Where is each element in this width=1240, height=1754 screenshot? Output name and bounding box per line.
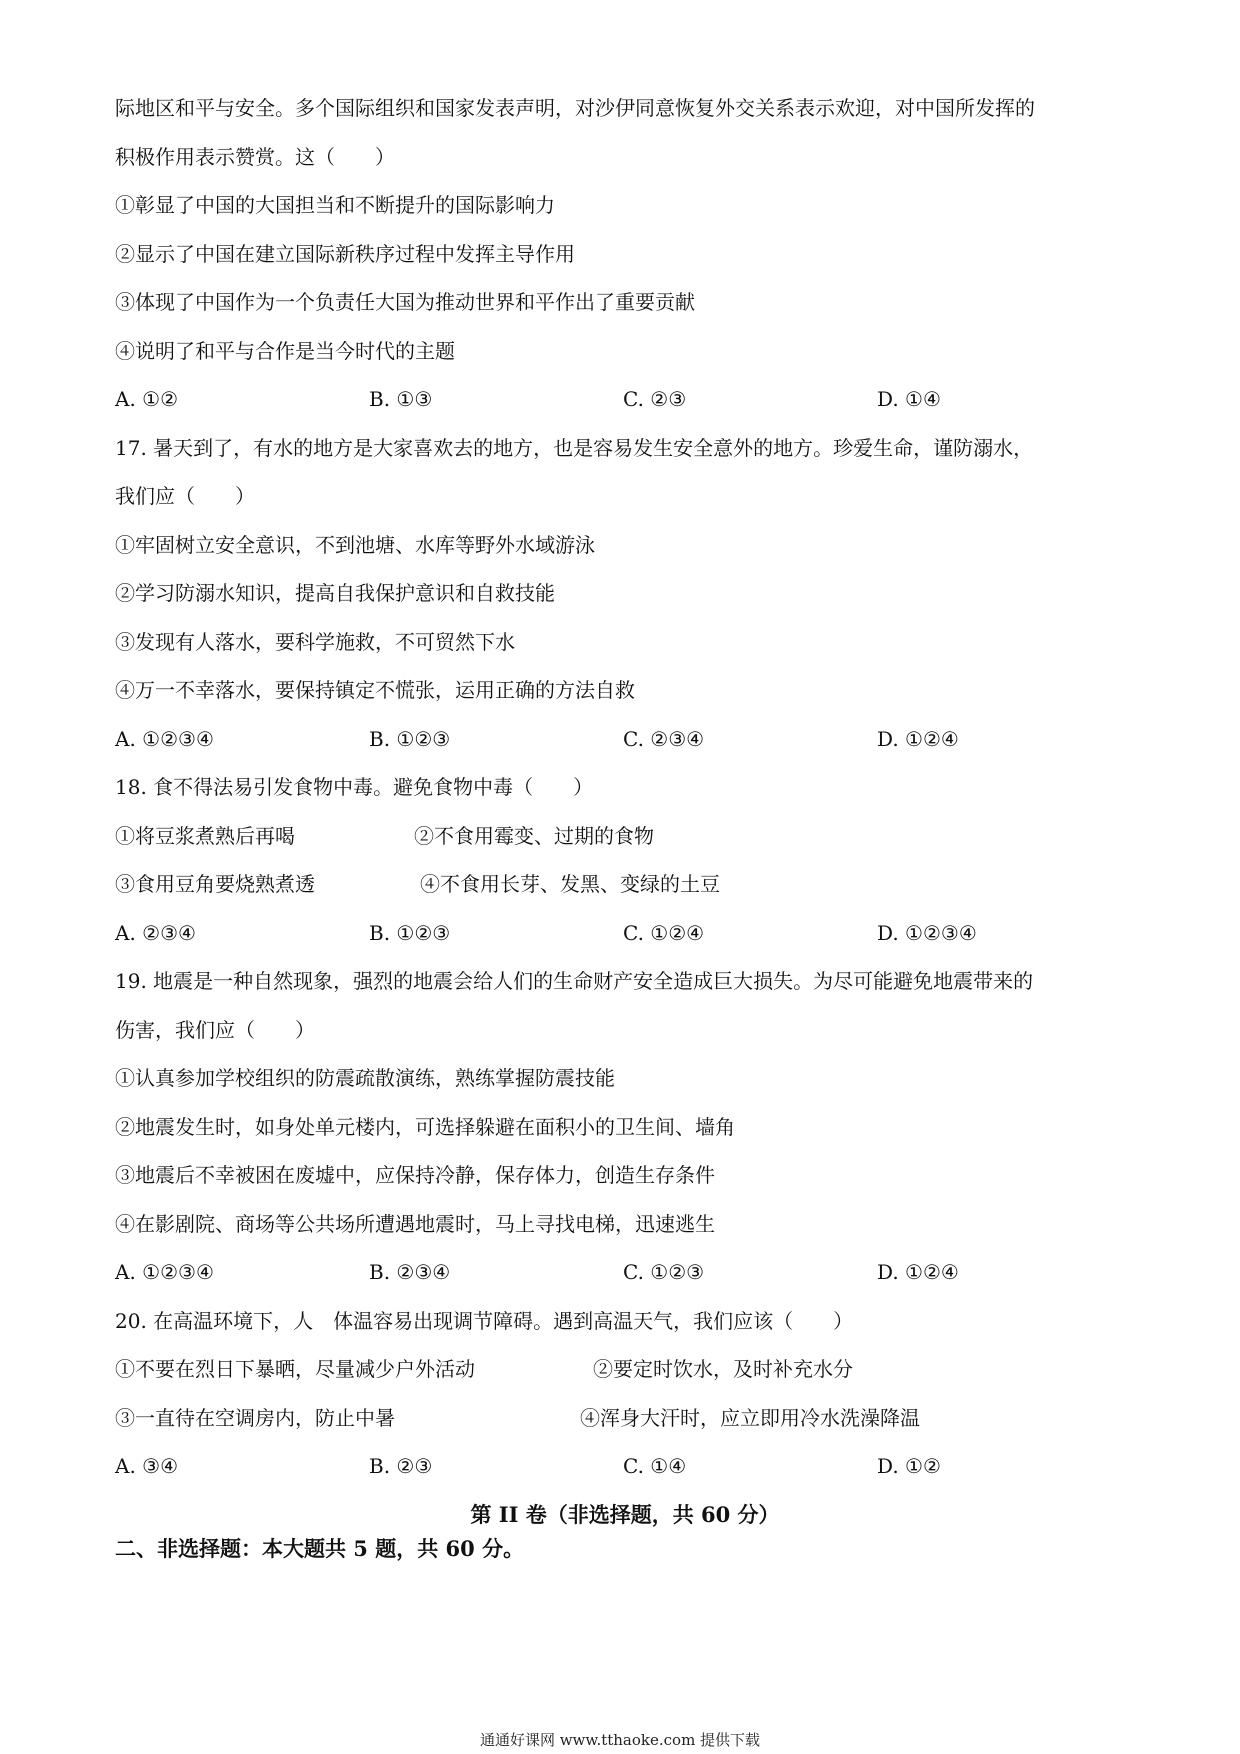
q19-option-b: B. ②③④ [369, 1260, 451, 1284]
q17-options [115, 727, 1135, 751]
q16-item-3: ③体现了中国作为一个负责任大国为推动世界和平作出了重要贡献 [115, 290, 695, 314]
q16-stem-line1: 际地区和平与安全。多个国际组织和国家发表声明，对沙伊同意恢复外交关系表示欢迎，对中国所发挥的 [115, 96, 1035, 120]
q20-item-2: ②要定时饮水，及时补充水分 [593, 1357, 853, 1381]
q20-stem: 20. 在高温环境下，人 体温容易出现调节障碍。遇到高温天气，我们应该（ ） [115, 1308, 854, 1333]
q19-item-1: ①认真参加学校组织的防震疏散演练，熟练掌握防震技能 [115, 1066, 615, 1090]
q18-items-row1 [115, 824, 1135, 848]
page-footer: 通通好课网 www.tthaoke.com 提供下载 [479, 1731, 761, 1749]
q18-option-c: C. ①②④ [623, 920, 705, 945]
q17-item-3: ③发现有人落水，要科学施救，不可贸然下水 [115, 629, 515, 654]
q20-items-row2 [115, 1406, 1135, 1430]
q17-option-d: D. ①②④ [877, 726, 959, 751]
q18-item-1: ①将豆浆煮熟后再喝 [115, 823, 295, 848]
q20-option-d: D. ①② [877, 1454, 941, 1478]
q18-option-d: D. ①②③④ [877, 920, 977, 945]
q17-item-4: ④万一不幸落水，要保持镇定不慌张，运用正确的方法自救 [115, 678, 635, 702]
q17-option-b: B. ①②③ [369, 726, 451, 751]
q16-item-4: ④说明了和平与合作是当今时代的主题 [115, 338, 455, 363]
section-2-heading: 二、非选择题：本大题共 5 题，共 60 分。 [115, 1535, 525, 1561]
q18-item-2: ②不食用霉变、过期的食物 [414, 823, 654, 848]
q20-item-4: ④浑身大汗时，应立即用冷水洗澡降温 [580, 1405, 920, 1430]
q19-stem-line2: 伤害，我们应（ ） [115, 1017, 315, 1042]
q19-item-3: ③地震后不幸被困在废墟中，应保持冷静，保存体力，创造生存条件 [115, 1163, 715, 1187]
q19-item-4: ④在影剧院、商场等公共场所遭遇地震时，马上寻找电梯，迅速逃生 [115, 1211, 715, 1236]
q19-stem-line1: 19. 地震是一种自然现象，强烈的地震会给人们的生命财产安全造成巨大损失。为尽可能避免地震带来的 [115, 969, 1034, 993]
q19-option-c: C. ①②③ [623, 1260, 705, 1284]
q16-option-d: D. ①④ [877, 387, 941, 411]
q16-stem-line2: 积极作用表示赞赏。这（ ） [115, 144, 395, 169]
q20-item-1: ①不要在烈日下暴晒，尽量减少户外活动 [115, 1357, 475, 1381]
q19-options [115, 1260, 1135, 1284]
section-2-title: 第 II 卷（非选择题，共 60 分） [470, 1501, 780, 1527]
q19-item-2: ②地震发生时，如身处单元楼内，可选择躲避在面积小的卫生间、墙角 [115, 1114, 735, 1139]
q18-options [115, 921, 1135, 945]
q18-items-row2 [115, 872, 1135, 896]
q16-item-1: ①彰显了中国的大国担当和不断提升的国际影响力 [115, 193, 555, 217]
q18-option-b: B. ①②③ [369, 920, 451, 945]
q17-item-1: ①牢固树立安全意识，不到池塘、水库等野外水域游泳 [115, 532, 595, 557]
q16-option-c: C. ②③ [623, 387, 687, 411]
q16-item-2: ②显示了中国在建立国际新秩序过程中发挥主导作用 [115, 241, 575, 266]
q20-options [115, 1454, 1135, 1478]
q18-item-3: ③食用豆角要烧熟煮透 [115, 872, 315, 896]
q17-option-c: C. ②③④ [623, 726, 705, 751]
q17-item-2: ②学习防溺水知识，提高自我保护意识和自救技能 [115, 581, 555, 605]
q18-stem: 18. 食不得法易引发食物中毒。避免食物中毒（ ） [115, 775, 594, 799]
q16-option-a: A. ①② [115, 387, 179, 411]
q17-stem-line1: 17. 暑天到了，有水的地方是大家喜欢去的地方，也是容易发生安全意外的地方。珍爱生命，谨防溺水， [115, 435, 1034, 460]
q20-items-row1 [115, 1357, 1135, 1381]
q16-options [115, 387, 1135, 411]
q19-option-a: A. ①②③④ [115, 1260, 214, 1284]
q20-item-3: ③一直待在空调房内，防止中暑 [115, 1405, 395, 1430]
q18-option-a: A. ②③④ [115, 920, 196, 945]
q20-option-c: C. ①④ [623, 1454, 687, 1478]
q17-option-a: A. ①②③④ [115, 726, 214, 751]
q19-option-d: D. ①②④ [877, 1260, 959, 1284]
q20-option-a: A. ③④ [115, 1454, 179, 1478]
q20-option-b: B. ②③ [369, 1454, 433, 1478]
exam-page [115, 96, 1135, 1561]
q16-option-b: B. ①③ [369, 387, 433, 411]
q17-stem-line2: 我们应（ ） [115, 484, 255, 508]
q18-item-4: ④不食用长芽、发黑、变绿的土豆 [420, 872, 720, 896]
